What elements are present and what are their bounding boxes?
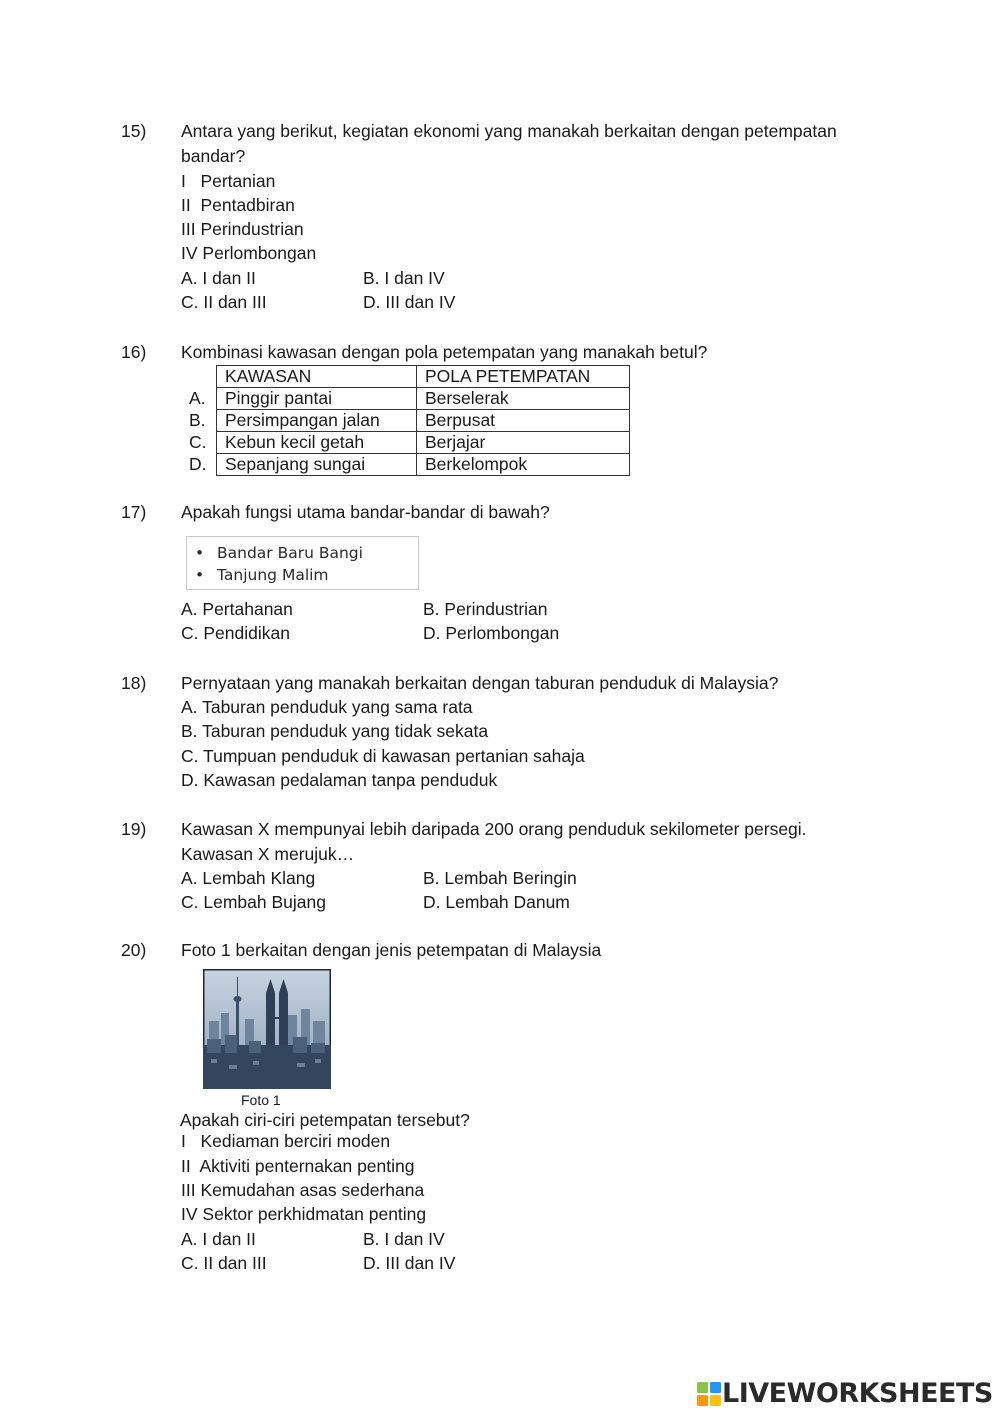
statement-item: I Pertanian xyxy=(181,171,276,191)
statement-item: IV Sektor perkhidmatan penting xyxy=(181,1204,427,1224)
answer-option-c[interactable]: C. II dan III xyxy=(181,1253,267,1273)
kawasan-table xyxy=(216,365,630,476)
answer-option-b[interactable]: B. Perindustrian xyxy=(423,599,548,619)
bullet: • xyxy=(195,566,205,584)
answer-option-a[interactable]: A. I dan II xyxy=(181,268,256,288)
statement-item: I Kediaman berciri moden xyxy=(181,1131,391,1151)
town-name: Tanjung Malim xyxy=(217,566,329,584)
liveworksheets-logo-text: LIVEWORKSHEETS xyxy=(722,1378,993,1409)
question-number: 16) xyxy=(121,342,147,362)
answer-option-c[interactable]: C. Pendidikan xyxy=(181,623,290,643)
table-cell: Sepanjang sungai xyxy=(217,454,417,476)
statement-item: IV Perlombongan xyxy=(181,243,317,263)
answer-option-d[interactable]: D. Perlombongan xyxy=(423,623,560,643)
answer-option-a[interactable]: A. Lembah Klang xyxy=(181,868,316,888)
table-header-row xyxy=(217,366,630,388)
table-row xyxy=(217,454,630,476)
question-text-cont: Apakah ciri-ciri petempatan tersebut? xyxy=(180,1110,470,1130)
statement-item: III Kemudahan asas sederhana xyxy=(181,1180,425,1200)
table-row xyxy=(217,410,630,432)
question-number: 18) xyxy=(121,673,147,693)
table-cell: Kebun kecil getah xyxy=(217,432,417,454)
table-cell: Berpusat xyxy=(417,410,630,432)
statement-item: II Pentadbiran xyxy=(181,195,295,215)
answer-option-a[interactable]: A. I dan II xyxy=(181,1229,256,1249)
table-cell: Berjajar xyxy=(417,432,630,454)
question-text: Antara yang berikut, kegiatan ekonomi yang manakah berkaitan dengan petempatan xyxy=(181,121,837,141)
question-text: Pernyataan yang manakah berkaitan dengan taburan penduduk di Malaysia? xyxy=(181,673,779,693)
liveworksheets-logo-icon xyxy=(697,1382,721,1406)
list-item xyxy=(195,542,363,564)
question-text: Foto 1 berkaitan dengan jenis petempatan di Malaysia xyxy=(181,940,602,960)
question-number: 15) xyxy=(121,121,147,141)
city-skyline-photo xyxy=(203,969,331,1089)
question-number: 17) xyxy=(121,502,147,522)
question-text-cont: bandar? xyxy=(181,146,246,166)
answer-option-d[interactable]: D. III dan IV xyxy=(363,1253,456,1273)
question-text: Kombinasi kawasan dengan pola petempatan yang manakah betul? xyxy=(181,342,708,362)
answer-option-d[interactable]: D. Kawasan pedalaman tanpa penduduk xyxy=(181,770,498,790)
table-cell: Berselerak xyxy=(417,388,630,410)
answer-option-d[interactable]: D. xyxy=(189,454,207,474)
table-cell: Pinggir pantai xyxy=(217,388,417,410)
photo-caption: Foto 1 xyxy=(241,1092,281,1108)
list-item xyxy=(195,564,329,586)
answer-option-b[interactable]: B. I dan IV xyxy=(363,1229,445,1249)
statement-item: II Aktiviti penternakan penting xyxy=(181,1156,415,1176)
answer-option-b[interactable]: B. xyxy=(189,410,206,430)
question-text: Apakah fungsi utama bandar-bandar di bawah? xyxy=(181,502,550,522)
column-header: POLA PETEMPATAN xyxy=(417,366,630,388)
table-row xyxy=(217,432,630,454)
statement-item: III Perindustrian xyxy=(181,219,304,239)
answer-option-a[interactable]: A. Pertahanan xyxy=(181,599,293,619)
table-row xyxy=(217,388,630,410)
question-number: 20) xyxy=(121,940,147,960)
answer-option-c[interactable]: C. xyxy=(189,432,207,452)
question-text-cont: Kawasan X merujuk… xyxy=(181,844,355,864)
question-text: Kawasan X mempunyai lebih daripada 200 orang penduduk sekilometer persegi. xyxy=(181,819,807,839)
question-number: 19) xyxy=(121,819,147,839)
town-name: Bandar Baru Bangi xyxy=(217,544,363,562)
answer-option-a[interactable]: A. xyxy=(189,388,206,408)
answer-option-b[interactable]: B. I dan IV xyxy=(363,268,445,288)
answer-option-b[interactable]: B. Lembah Beringin xyxy=(423,868,577,888)
answer-option-a[interactable]: A. Taburan penduduk yang sama rata xyxy=(181,697,473,717)
bullet: • xyxy=(195,544,205,562)
table-cell: Persimpangan jalan xyxy=(217,410,417,432)
table-cell: Berkelompok xyxy=(417,454,630,476)
answer-option-d[interactable]: D. Lembah Danum xyxy=(423,892,570,912)
answer-option-c[interactable]: C. Lembah Bujang xyxy=(181,892,326,912)
answer-option-c[interactable]: C. II dan III xyxy=(181,292,267,312)
town-list-box xyxy=(186,536,419,590)
answer-option-c[interactable]: C. Tumpuan penduduk di kawasan pertanian sahaja xyxy=(181,746,585,766)
answer-option-d[interactable]: D. III dan IV xyxy=(363,292,456,312)
column-header: KAWASAN xyxy=(217,366,417,388)
answer-option-b[interactable]: B. Taburan penduduk yang tidak sekata xyxy=(181,721,489,741)
